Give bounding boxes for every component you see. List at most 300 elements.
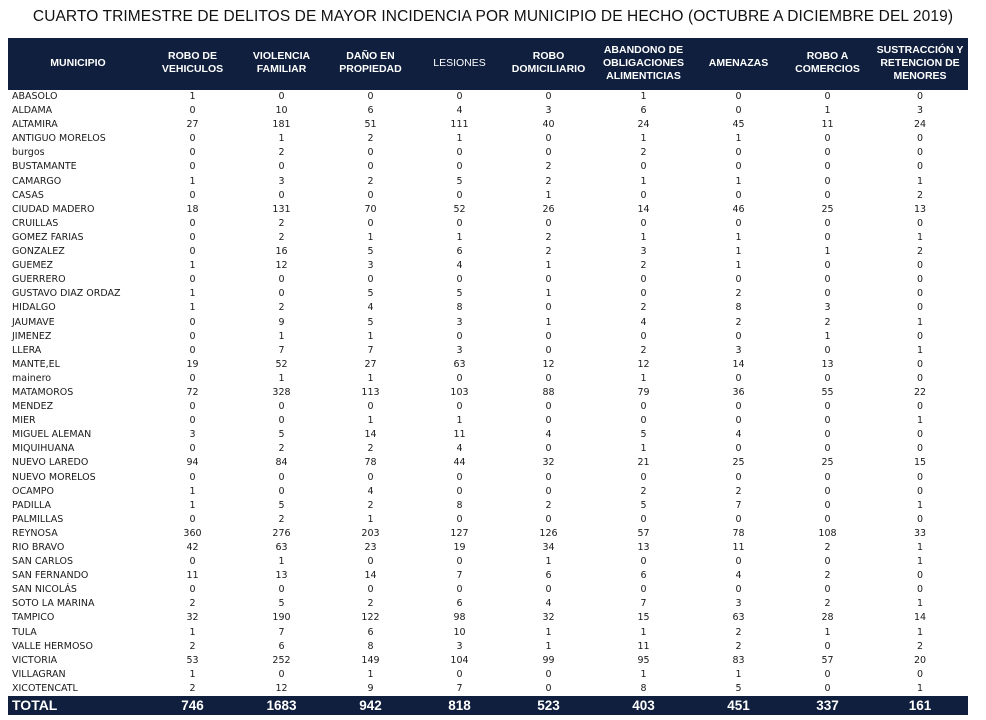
value-cell: 0 <box>916 330 924 342</box>
value-cell: 0 <box>824 372 831 384</box>
value-cell: 4 <box>456 260 463 272</box>
value-cell: 0 <box>824 133 831 145</box>
col-header-municipio: MUNICIPIO <box>8 38 148 89</box>
value-cell: 0 <box>278 471 285 483</box>
value-cell: 2 <box>916 246 924 258</box>
value-cell: 0 <box>545 584 552 596</box>
col-header-abandono-obligaciones: ABANDONO DE OBLIGACIONES ALIMENTICIAS <box>593 38 694 89</box>
municipio-cell: MANTE,EL <box>12 358 60 370</box>
value-cell: 19 <box>186 358 199 370</box>
value-cell: 57 <box>637 527 650 539</box>
value-cell: 1 <box>640 231 647 243</box>
value-cell: 0 <box>916 288 924 300</box>
table-row <box>8 428 968 442</box>
value-cell: 0 <box>824 260 831 272</box>
value-cell: 1 <box>456 133 463 145</box>
value-cell: 0 <box>916 217 924 229</box>
table-row <box>8 640 968 654</box>
value-cell: 0 <box>735 372 742 384</box>
value-cell: 94 <box>186 457 199 469</box>
col-header-violencia-familiar: VIOLENCIA FAMILIAR <box>237 38 326 89</box>
value-cell: 28 <box>821 612 834 624</box>
table-row <box>8 217 968 231</box>
value-cell: 9 <box>367 682 374 694</box>
value-cell: 0 <box>824 415 831 427</box>
value-cell: 1 <box>916 598 924 610</box>
municipio-cell: SAN CARLOS <box>12 556 74 568</box>
table-row <box>8 287 968 301</box>
value-cell: 1 <box>916 556 924 568</box>
table-row <box>8 527 968 541</box>
value-cell: 4 <box>545 598 552 610</box>
value-cell: 0 <box>735 415 742 427</box>
value-cell: 32 <box>542 612 555 624</box>
value-cell: 2 <box>824 542 831 553</box>
value-cell: 72 <box>186 386 199 398</box>
value-cell: 2 <box>367 133 374 145</box>
value-cell: 0 <box>278 415 285 427</box>
value-cell: 3 <box>916 105 924 117</box>
municipio-cell: GOMEZ FARIAS <box>12 231 84 243</box>
value-cell: 3 <box>640 246 647 258</box>
value-cell: 1 <box>824 105 831 117</box>
value-cell: 6 <box>367 105 374 117</box>
value-cell: 0 <box>367 584 374 596</box>
value-cell: 10 <box>275 105 288 117</box>
value-cell: 0 <box>189 513 196 525</box>
table-row <box>8 485 968 499</box>
value-cell: 26 <box>542 203 555 215</box>
value-cell: 0 <box>640 415 647 427</box>
value-cell: 4 <box>367 302 374 314</box>
value-cell: 25 <box>732 457 745 469</box>
value-cell: 0 <box>735 584 742 596</box>
value-cell: 1 <box>367 231 374 243</box>
value-cell: 0 <box>735 513 742 525</box>
value-cell: 4 <box>367 485 374 497</box>
value-cell: 16 <box>275 246 288 258</box>
value-cell: 1 <box>824 626 831 638</box>
value-cell: 0 <box>189 161 196 173</box>
table-row <box>8 626 968 640</box>
value-cell: 1 <box>545 260 552 272</box>
municipio-cell: ALTAMIRA <box>12 119 58 131</box>
value-cell: 53 <box>186 654 199 666</box>
total-cell: 161 <box>872 696 968 715</box>
col-header-dano-propiedad: DAÑO EN PROPIEDAD <box>326 38 415 89</box>
value-cell: 55 <box>821 386 834 398</box>
value-cell: 18 <box>186 203 199 215</box>
total-cell: 1683 <box>237 696 326 715</box>
value-cell: 0 <box>824 499 831 511</box>
col-header-robo-vehiculos: ROBO DE VEHICULOS <box>148 38 237 89</box>
value-cell: 108 <box>818 527 837 539</box>
value-cell: 0 <box>640 330 647 342</box>
value-cell: 7 <box>735 499 742 511</box>
municipio-cell: GUSTAVO DIAZ ORDAZ <box>12 288 121 300</box>
value-cell: 1 <box>640 175 647 187</box>
value-cell: 2 <box>367 443 374 455</box>
value-cell: 0 <box>640 556 647 568</box>
value-cell: 14 <box>364 429 377 441</box>
value-cell: 14 <box>913 612 927 624</box>
municipio-cell: ABASOLO <box>8 89 148 104</box>
value-cell: 2 <box>735 288 742 300</box>
table-row <box>8 597 968 611</box>
value-cell: 0 <box>824 429 831 441</box>
value-cell: 0 <box>916 443 924 455</box>
value-cell: 78 <box>364 457 377 469</box>
value-cell: 0 <box>189 316 196 328</box>
value-cell: 0 <box>189 344 196 356</box>
value-cell: 0 <box>367 556 374 568</box>
table-row <box>8 189 968 203</box>
value-cell: 2 <box>824 316 831 328</box>
value-cell: 25 <box>821 457 834 469</box>
value-cell: 0 <box>824 471 831 483</box>
value-cell: 1 <box>735 246 742 258</box>
value-cell: 0 <box>545 372 552 384</box>
value-cell: 57 <box>821 654 834 666</box>
value-cell: 83 <box>732 654 745 666</box>
municipio-cell: MENDEZ <box>12 401 54 413</box>
table-row <box>8 203 968 217</box>
value-cell: 0 <box>189 147 196 159</box>
value-cell: 0 <box>367 161 374 173</box>
value-cell: 0 <box>735 401 742 413</box>
municipio-cell: GUERRERO <box>12 274 66 286</box>
value-cell: 32 <box>186 612 199 624</box>
table-row <box>8 654 968 668</box>
value-cell: 2 <box>545 499 552 511</box>
value-cell: 0 <box>783 89 872 104</box>
value-cell: 2 <box>640 302 647 314</box>
value-cell: 6 <box>545 570 552 582</box>
table-row <box>8 611 968 625</box>
municipio-cell: MATAMOROS <box>12 386 74 398</box>
value-cell: 2 <box>916 640 924 652</box>
municipio-cell: PALMILLAS <box>12 513 64 525</box>
value-cell: 0 <box>189 189 196 201</box>
value-cell: 1 <box>545 626 552 638</box>
value-cell: 0 <box>545 401 552 413</box>
value-cell: 7 <box>278 344 285 356</box>
value-cell: 4 <box>735 429 742 441</box>
value-cell: 34 <box>542 542 555 553</box>
value-cell: 12 <box>637 358 650 370</box>
value-cell: 1 <box>278 556 285 568</box>
value-cell: 5 <box>367 288 374 300</box>
value-cell: 1 <box>189 485 196 497</box>
value-cell: 0 <box>824 175 831 187</box>
value-cell: 3 <box>367 260 374 272</box>
value-cell: 0 <box>916 513 924 525</box>
table-row <box>8 231 968 245</box>
value-cell: 1 <box>640 668 647 680</box>
table-row <box>8 316 968 330</box>
col-header-sustraccion-menores: SUSTRACCIÓN Y RETENCION DE MENORES <box>872 38 968 89</box>
value-cell: 1 <box>916 499 924 511</box>
value-cell: 0 <box>640 401 647 413</box>
table-row <box>8 400 968 414</box>
value-cell: 276 <box>272 527 291 539</box>
value-cell: 1 <box>189 626 196 638</box>
value-cell: 12 <box>275 682 288 694</box>
total-cell: 337 <box>783 696 872 715</box>
value-cell: 2 <box>189 598 196 610</box>
value-cell: 0 <box>545 443 552 455</box>
value-cell: 0 <box>640 217 647 229</box>
value-cell: 3 <box>824 302 831 314</box>
value-cell: 0 <box>640 189 647 201</box>
table-row <box>8 569 968 583</box>
municipio-cell: SAN FERNANDO <box>12 570 89 582</box>
value-cell: 149 <box>361 654 380 666</box>
value-cell: 0 <box>735 443 742 455</box>
table-row <box>8 541 968 555</box>
value-cell: 10 <box>453 626 466 638</box>
value-cell: 13 <box>275 570 288 582</box>
table-row <box>8 146 968 160</box>
value-cell: 0 <box>916 133 924 145</box>
value-cell: 0 <box>278 161 285 173</box>
value-cell: 0 <box>367 147 374 159</box>
value-cell: 0 <box>456 471 463 483</box>
value-cell: 0 <box>916 401 924 413</box>
value-cell: 0 <box>278 274 285 286</box>
value-cell: 15 <box>913 457 927 469</box>
value-cell: 0 <box>189 443 196 455</box>
value-cell: 0 <box>735 330 742 342</box>
municipio-cell: MIGUEL ALEMAN <box>12 429 92 441</box>
value-cell: 0 <box>189 217 196 229</box>
value-cell: 52 <box>453 203 466 215</box>
value-cell: 0 <box>735 471 742 483</box>
value-cell: 0 <box>824 485 831 497</box>
value-cell: 0 <box>640 274 647 286</box>
value-cell: 0 <box>916 147 924 159</box>
value-cell: 1 <box>735 175 742 187</box>
value-cell: 12 <box>275 260 288 272</box>
col-header-robo-domiciliario: ROBO DOMICILIARIO <box>504 38 593 89</box>
value-cell: 104 <box>450 654 469 666</box>
value-cell: 0 <box>326 89 415 104</box>
value-cell: 1 <box>735 133 742 145</box>
value-cell: 1 <box>916 231 924 243</box>
value-cell: 0 <box>824 189 831 201</box>
value-cell: 1 <box>916 316 924 328</box>
value-cell: 0 <box>278 288 285 300</box>
value-cell: 42 <box>186 542 199 553</box>
value-cell: 0 <box>916 358 924 370</box>
value-cell: 1 <box>367 330 374 342</box>
value-cell: 1 <box>916 542 924 553</box>
value-cell: 0 <box>824 147 831 159</box>
value-cell: 23 <box>364 542 377 553</box>
municipio-cell: mainero <box>12 372 52 384</box>
value-cell: 1 <box>545 189 552 201</box>
value-cell: 2 <box>278 147 285 159</box>
value-cell: 3 <box>456 344 463 356</box>
municipio-cell: MIQUIHUANA <box>12 443 75 455</box>
value-cell: 0 <box>916 302 924 314</box>
municipio-cell: CASAS <box>12 189 44 201</box>
value-cell: 0 <box>545 668 552 680</box>
table-row <box>8 442 968 456</box>
value-cell: 0 <box>189 330 196 342</box>
table-row <box>8 456 968 470</box>
value-cell: 2 <box>189 682 196 694</box>
value-cell: 5 <box>640 429 647 441</box>
value-cell: 0 <box>545 471 552 483</box>
table-row <box>8 259 968 273</box>
value-cell: 113 <box>361 386 380 398</box>
value-cell: 0 <box>545 147 552 159</box>
value-cell: 5 <box>367 246 374 258</box>
value-cell: 22 <box>913 386 927 398</box>
value-cell: 0 <box>456 372 463 384</box>
value-cell: 181 <box>272 119 291 131</box>
value-cell: 2 <box>735 316 742 328</box>
value-cell: 8 <box>456 302 463 314</box>
table-row <box>8 104 968 118</box>
value-cell: 45 <box>732 119 745 131</box>
value-cell: 3 <box>735 344 742 356</box>
col-header-amenazas: AMENAZAS <box>694 38 783 89</box>
value-cell: 0 <box>824 231 831 243</box>
table-row <box>8 330 968 344</box>
value-cell: 27 <box>186 119 199 131</box>
value-cell: 0 <box>694 89 783 104</box>
value-cell: 0 <box>916 260 924 272</box>
table-row <box>8 668 968 682</box>
table-row <box>8 513 968 527</box>
value-cell: 1 <box>640 626 647 638</box>
value-cell: 1 <box>189 288 196 300</box>
value-cell: 63 <box>453 358 466 370</box>
value-cell: 0 <box>545 274 552 286</box>
value-cell: 2 <box>545 175 552 187</box>
value-cell: 1 <box>189 302 196 314</box>
municipio-cell: LLERA <box>12 344 42 356</box>
value-cell: 1 <box>824 246 831 258</box>
total-cell: 403 <box>593 696 694 715</box>
value-cell: 0 <box>456 584 463 596</box>
value-cell: 52 <box>275 358 288 370</box>
value-cell: 8 <box>735 302 742 314</box>
value-cell: 1 <box>367 668 374 680</box>
value-cell: 0 <box>237 89 326 104</box>
value-cell: 2 <box>278 513 285 525</box>
value-cell: 0 <box>189 372 196 384</box>
totals-row <box>8 696 968 715</box>
value-cell: 0 <box>735 556 742 568</box>
value-cell: 0 <box>824 443 831 455</box>
municipio-cell: OCAMPO <box>12 485 55 497</box>
municipio-cell: CAMARGO <box>12 175 62 187</box>
value-cell: 6 <box>640 570 647 582</box>
value-cell: 0 <box>916 471 924 483</box>
value-cell: 13 <box>821 358 834 370</box>
value-cell: 5 <box>456 175 463 187</box>
totals-label: TOTAL <box>8 696 148 715</box>
value-cell: 19 <box>453 542 466 553</box>
value-cell: 2 <box>916 189 924 201</box>
value-cell: 7 <box>367 344 374 356</box>
value-cell: 2 <box>545 161 552 173</box>
value-cell: 0 <box>916 372 924 384</box>
value-cell: 15 <box>637 612 650 624</box>
value-cell: 1 <box>278 133 285 145</box>
value-cell: 44 <box>453 457 466 469</box>
municipio-cell: RIO BRAVO <box>12 542 65 553</box>
table-row <box>8 583 968 597</box>
value-cell: 0 <box>824 668 831 680</box>
total-cell: 942 <box>326 696 415 715</box>
value-cell: 1 <box>367 415 374 427</box>
table-row <box>8 160 968 174</box>
header-row <box>8 38 968 89</box>
value-cell: 103 <box>450 386 469 398</box>
value-cell: 1 <box>916 175 924 187</box>
value-cell: 3 <box>545 105 552 117</box>
value-cell: 2 <box>640 344 647 356</box>
value-cell: 32 <box>542 457 555 469</box>
value-cell: 0 <box>456 485 463 497</box>
value-cell: 33 <box>913 527 927 539</box>
value-cell: 5 <box>456 288 463 300</box>
value-cell: 6 <box>456 246 463 258</box>
value-cell: 0 <box>916 161 924 173</box>
value-cell: 1 <box>916 344 924 356</box>
value-cell: 0 <box>189 415 196 427</box>
value-cell: 0 <box>824 513 831 525</box>
value-cell: 11 <box>732 542 745 553</box>
value-cell: 111 <box>450 119 469 131</box>
value-cell: 0 <box>916 429 924 441</box>
value-cell: 2 <box>189 640 196 652</box>
value-cell: 14 <box>364 570 377 582</box>
value-cell: 0 <box>545 344 552 356</box>
value-cell: 0 <box>640 471 647 483</box>
value-cell: 2 <box>640 485 647 497</box>
value-cell: 0 <box>735 189 742 201</box>
page-title: CUARTO TRIMESTRE DE DELITOS DE MAYOR INCIDENCIA POR MUNICIPIO DE HECHO (OCTUBRE A DICIEMBRE DEL 2019) <box>32 8 954 25</box>
value-cell: 328 <box>272 386 291 398</box>
value-cell: 1 <box>189 499 196 511</box>
value-cell: 7 <box>456 570 463 582</box>
value-cell: 1 <box>367 372 374 384</box>
value-cell: 4 <box>735 570 742 582</box>
value-cell: 7 <box>456 682 463 694</box>
value-cell: 2 <box>367 499 374 511</box>
municipio-cell: GUEMEZ <box>12 260 54 272</box>
value-cell: 0 <box>456 147 463 159</box>
table-row <box>8 372 968 386</box>
value-cell: 46 <box>732 203 745 215</box>
value-cell: 0 <box>640 584 647 596</box>
table-row <box>8 344 968 358</box>
value-cell: 2 <box>735 485 742 497</box>
value-cell: 11 <box>453 429 466 441</box>
value-cell: 6 <box>456 598 463 610</box>
municipio-cell: ALDAMA <box>12 105 53 117</box>
value-cell: 1 <box>456 415 463 427</box>
value-cell: 0 <box>456 217 463 229</box>
value-cell: 131 <box>272 203 291 215</box>
value-cell: 2 <box>735 626 742 638</box>
value-cell: 2 <box>278 302 285 314</box>
